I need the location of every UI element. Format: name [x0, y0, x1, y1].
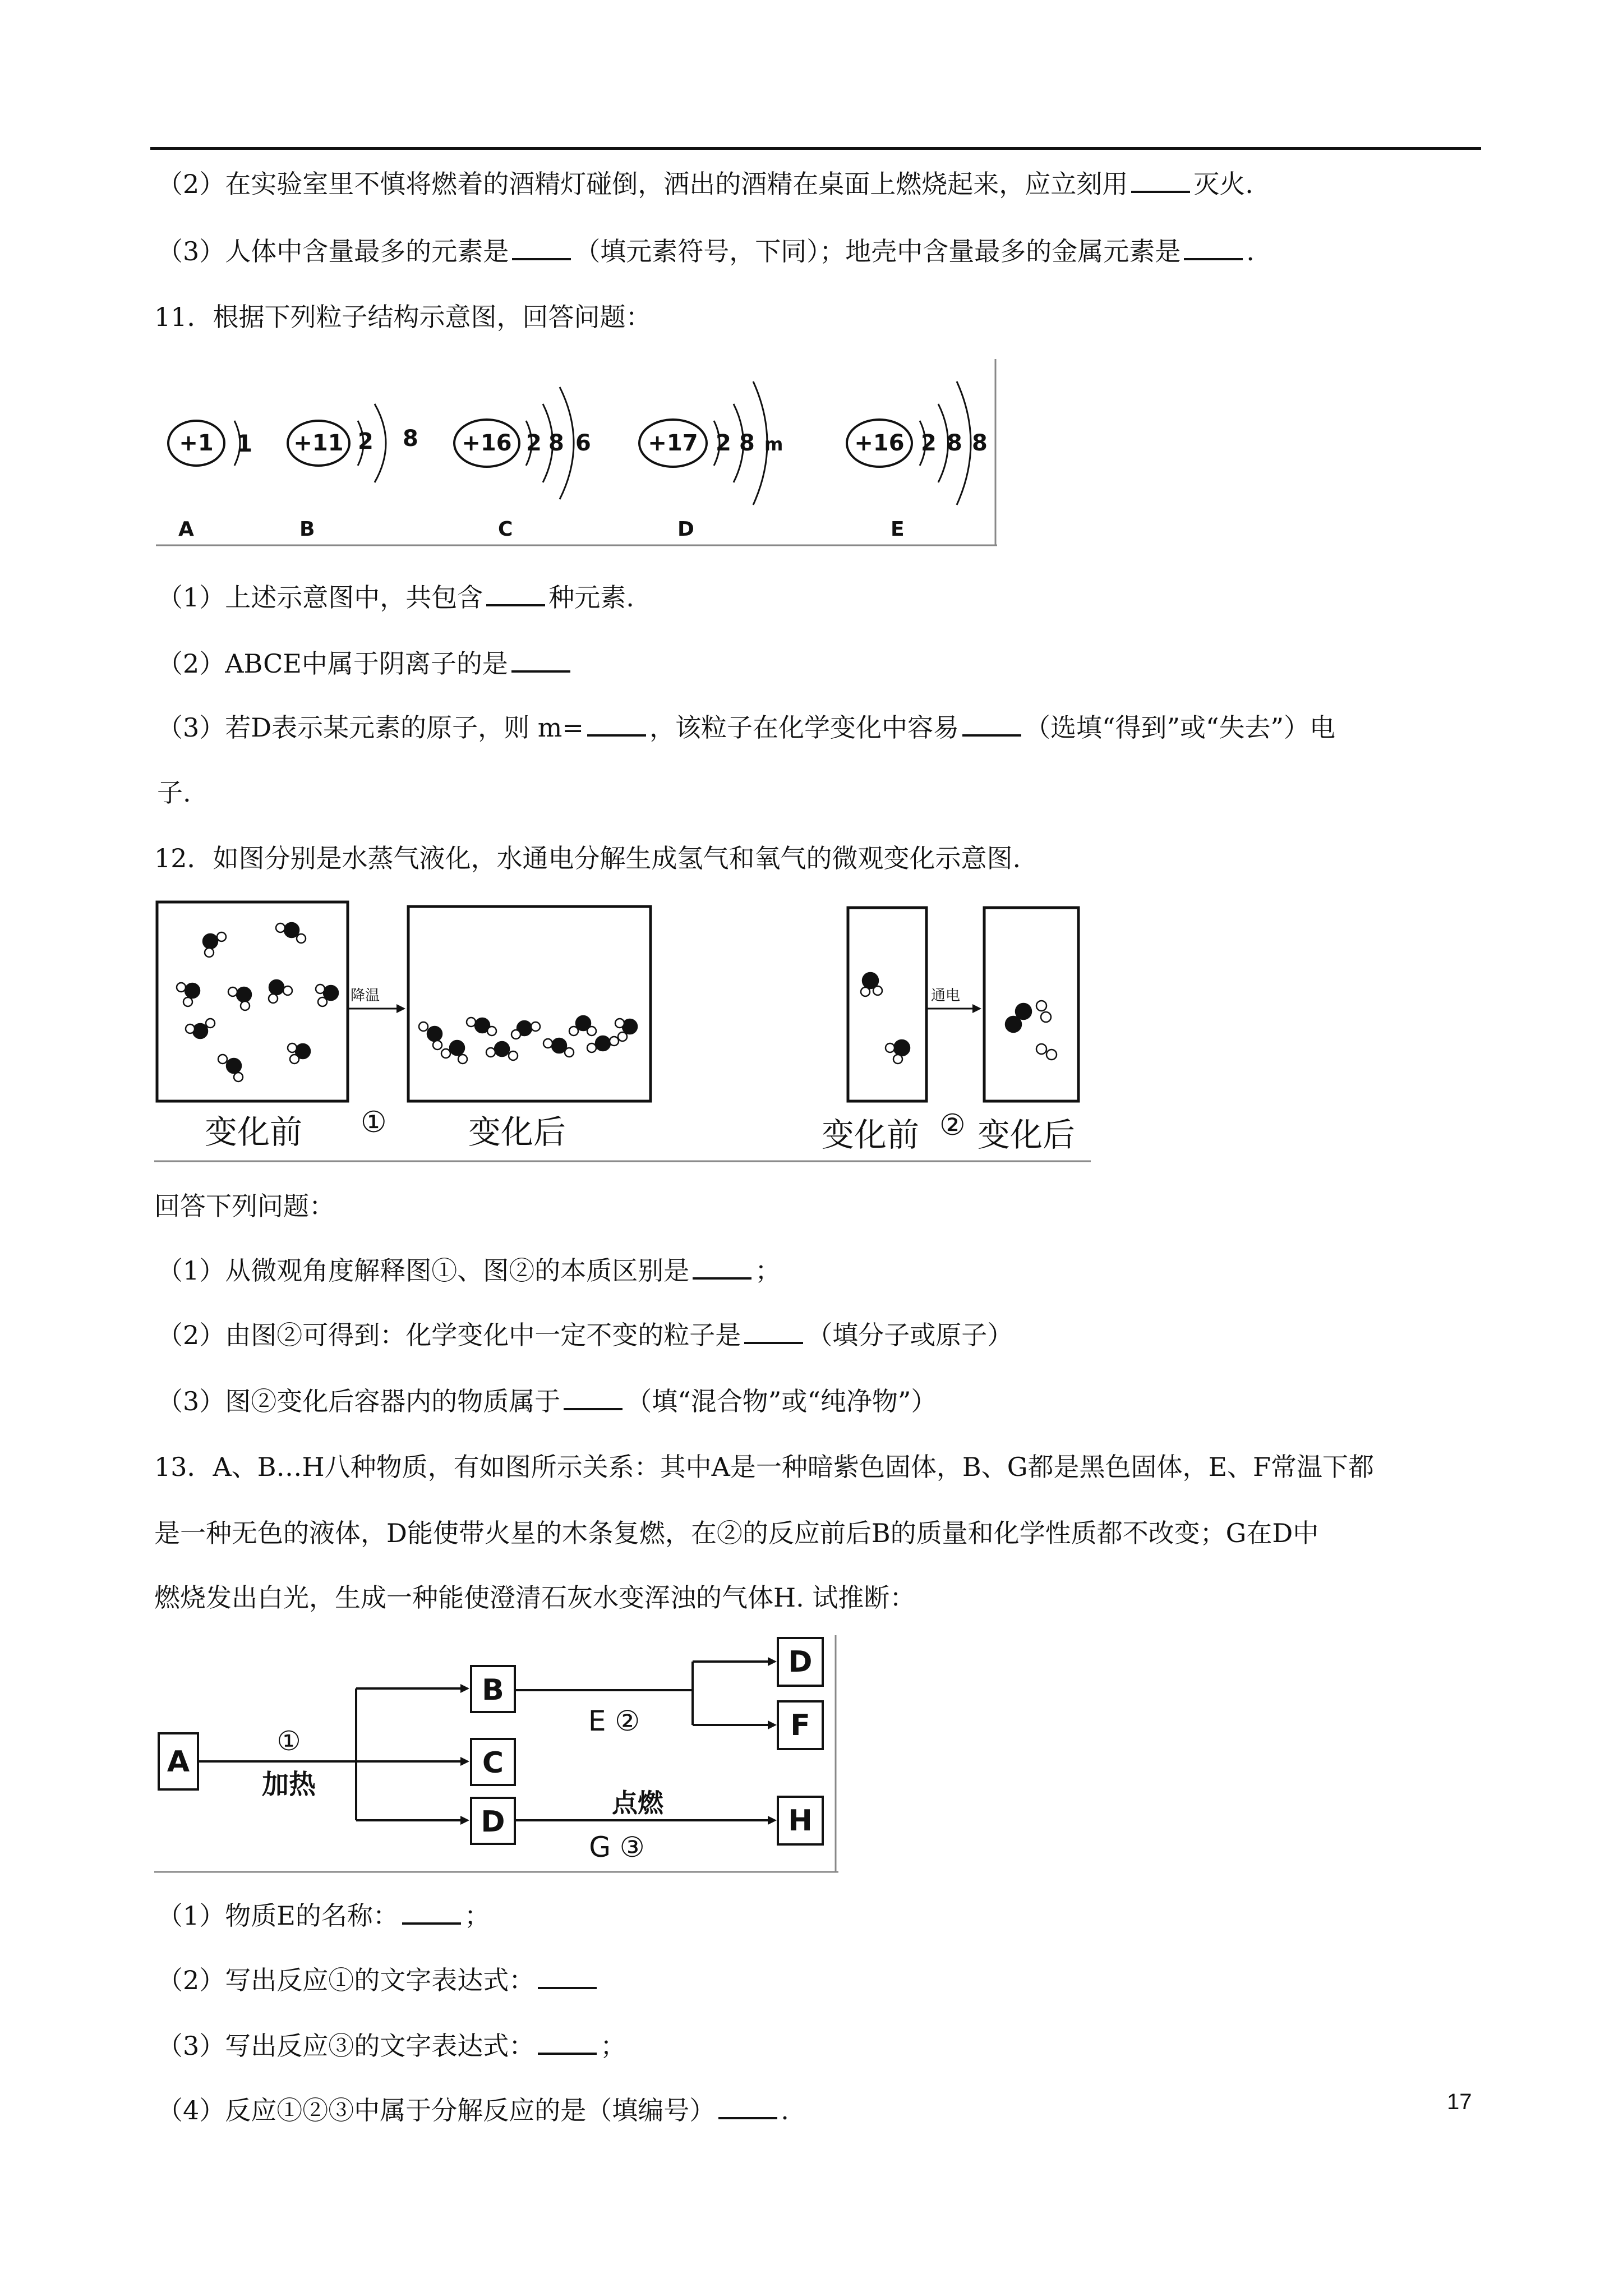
- page-number: 17: [1447, 2090, 1472, 2114]
- q13-part2: [157, 1963, 600, 1997]
- atom-e-shell3: 8: [972, 430, 988, 456]
- atom-a-nucleus: +1: [179, 430, 214, 456]
- atom-c-shell1: 2: [526, 430, 542, 456]
- q10-2-text: （2）在实验室里不慎将燃着的酒精灯碰倒，洒出的酒精在桌面上燃烧起来，应立刻用: [157, 169, 1128, 199]
- atom-c-shell3: 6: [575, 430, 591, 456]
- node-c: C: [482, 1746, 504, 1780]
- reaction3-condition: 点燃: [612, 1788, 663, 1818]
- q13-part1: [157, 1899, 490, 1932]
- reaction1-condition: 加热: [261, 1769, 316, 1800]
- answer-blank[interactable]: [1131, 169, 1190, 193]
- reaction2-label: E ②: [588, 1705, 640, 1737]
- q10-part3: [157, 234, 1255, 268]
- micro-change-figure: [154, 896, 1091, 1166]
- answer-blank[interactable]: [511, 649, 570, 673]
- atom-b-shell2: 8: [403, 426, 418, 452]
- node-f: F: [790, 1709, 810, 1742]
- q12-part1: [157, 1254, 781, 1287]
- fig1-after-label: 变化后: [468, 1113, 566, 1151]
- fig1-number: ①: [361, 1106, 387, 1139]
- q13-3-tail: ；: [600, 2031, 626, 2061]
- q11-1-tail: 种元素.: [548, 582, 634, 613]
- atom-a-shell1: 1: [236, 430, 253, 457]
- atom-b-nucleus: +11: [293, 430, 344, 456]
- q11-3-tail: （选填“得到”或“失去”）电: [1024, 712, 1336, 743]
- q11-part3-cont: 子.: [157, 777, 191, 808]
- node-a: A: [167, 1745, 190, 1779]
- answer-blank[interactable]: [538, 1966, 597, 1989]
- node-d: D: [481, 1805, 505, 1839]
- q12-2-text: （2）由图②可得到：化学变化中一定不变的粒子是: [157, 1320, 741, 1350]
- q13-part3: [157, 2029, 626, 2063]
- atom-d-label: D: [677, 518, 694, 541]
- atom-e-nucleus: +16: [854, 430, 905, 456]
- header-rule: [150, 147, 1481, 150]
- q13-4-text: （4）反应①②③中属于分解反应的是（填编号）: [157, 2095, 716, 2125]
- q13-line2: 是一种无色的液体，D能使带火星的木条复燃，在②的反应前后B的质量和化学性质都不改变；G在D中: [154, 1518, 1319, 1548]
- fig2-after-label: 变化后: [978, 1116, 1076, 1154]
- atom-e-shell2: 8: [947, 430, 962, 456]
- fig1-before-label: 变化前: [205, 1113, 303, 1151]
- fig2-before-label: 变化前: [822, 1116, 920, 1154]
- q10-2-tail: 灭火.: [1193, 169, 1253, 199]
- q11-3-text: （3）若D表示某元素的原子，则 m=: [157, 712, 584, 743]
- q11-3-mid: ，该粒子在化学变化中容易: [649, 712, 959, 743]
- q11-2-text: （2）ABCE中属于阴离子的是: [157, 648, 508, 679]
- node-d-product: D: [788, 1645, 813, 1679]
- atom-d-nucleus: +17: [648, 430, 698, 456]
- q11-part3: [157, 711, 1335, 744]
- q13-1-text: （1）物质E的名称：: [157, 1901, 399, 1931]
- q13-part4: [157, 2093, 789, 2127]
- q11-part2: [157, 647, 574, 680]
- q12-intro: 回答下列问题：: [154, 1191, 335, 1221]
- answer-blank[interactable]: [587, 713, 646, 737]
- answer-blank[interactable]: [693, 1256, 751, 1280]
- node-b: B: [482, 1673, 504, 1707]
- answer-blank[interactable]: [564, 1387, 623, 1410]
- answer-blank[interactable]: [538, 2031, 597, 2055]
- elec-label: 通电: [931, 987, 961, 1004]
- atom-structure-figure: [156, 359, 997, 550]
- reaction-flow-diagram: [154, 1635, 838, 1876]
- reaction3-label: G ③: [589, 1831, 645, 1864]
- reaction1-number: ①: [276, 1726, 301, 1757]
- q13-3-text: （3）写出反应③的文字表达式：: [157, 2031, 535, 2061]
- q13-line3: 燃烧发出白光，生成一种能使澄清石灰水变浑浊的气体H. 试推断：: [154, 1582, 916, 1613]
- q12-1-tail: ；: [755, 1255, 781, 1286]
- atom-d-shell1: 2: [716, 430, 731, 456]
- q12-2-tail: （填分子或原子）: [806, 1320, 1013, 1350]
- q13-1-tail: ；: [464, 1901, 490, 1931]
- q11-1-text: （1）上述示意图中，共包含: [157, 582, 483, 613]
- q12-part2: [157, 1318, 1013, 1352]
- q12-part3: [157, 1384, 937, 1418]
- atom-e-label: E: [891, 518, 905, 541]
- q12-title: 12．如图分别是水蒸气液化，水通电分解生成氢气和氧气的微观变化示意图.: [154, 843, 1021, 873]
- answer-blank[interactable]: [1184, 237, 1243, 260]
- q10-part2: [157, 167, 1253, 201]
- atom-c-label: C: [498, 518, 513, 541]
- q12-3-tail: （填“混合物”或“纯净物”）: [626, 1386, 937, 1416]
- cool-label: 降温: [351, 987, 380, 1004]
- answer-blank[interactable]: [402, 1901, 461, 1925]
- atom-e-shell1: 2: [921, 430, 937, 456]
- answer-blank[interactable]: [744, 1320, 803, 1344]
- q13-line1: 13．A、B…H八种物质，有如图所示关系：其中A是一种暗紫色固体，B、G都是黑色固体，E、F常温下都: [154, 1452, 1374, 1482]
- fig2-number: ②: [939, 1108, 966, 1142]
- atom-d-shell2: 8: [739, 430, 755, 456]
- q12-3-text: （3）图②变化后容器内的物质属于: [157, 1386, 561, 1416]
- node-h: H: [788, 1804, 813, 1838]
- q13-2-text: （2）写出反应①的文字表达式：: [157, 1965, 535, 1995]
- atom-c-nucleus: +16: [462, 430, 512, 456]
- q11-title: 11．根据下列粒子结构示意图，回答问题：: [154, 302, 652, 332]
- atom-a-label: A: [178, 518, 194, 541]
- answer-blank[interactable]: [512, 237, 571, 260]
- q12-1-text: （1）从微观角度解释图①、图②的本质区别是: [157, 1255, 690, 1286]
- atom-b-label: B: [299, 518, 315, 541]
- q10-3-tail: .: [1246, 236, 1255, 266]
- atom-c-shell2: 8: [548, 430, 564, 456]
- answer-blank[interactable]: [486, 583, 545, 606]
- atom-d-shell3: m: [764, 434, 783, 455]
- q10-3-text: （3）人体中含量最多的元素是: [157, 236, 509, 266]
- q11-part1: [157, 581, 634, 614]
- q10-3-mid: （填元素符号，下同）；地壳中含量最多的金属元素是: [574, 236, 1181, 266]
- atom-b-shell1: 2: [358, 429, 374, 454]
- q13-4-tail: .: [781, 2095, 789, 2125]
- answer-blank[interactable]: [718, 2096, 777, 2119]
- answer-blank[interactable]: [962, 713, 1021, 737]
